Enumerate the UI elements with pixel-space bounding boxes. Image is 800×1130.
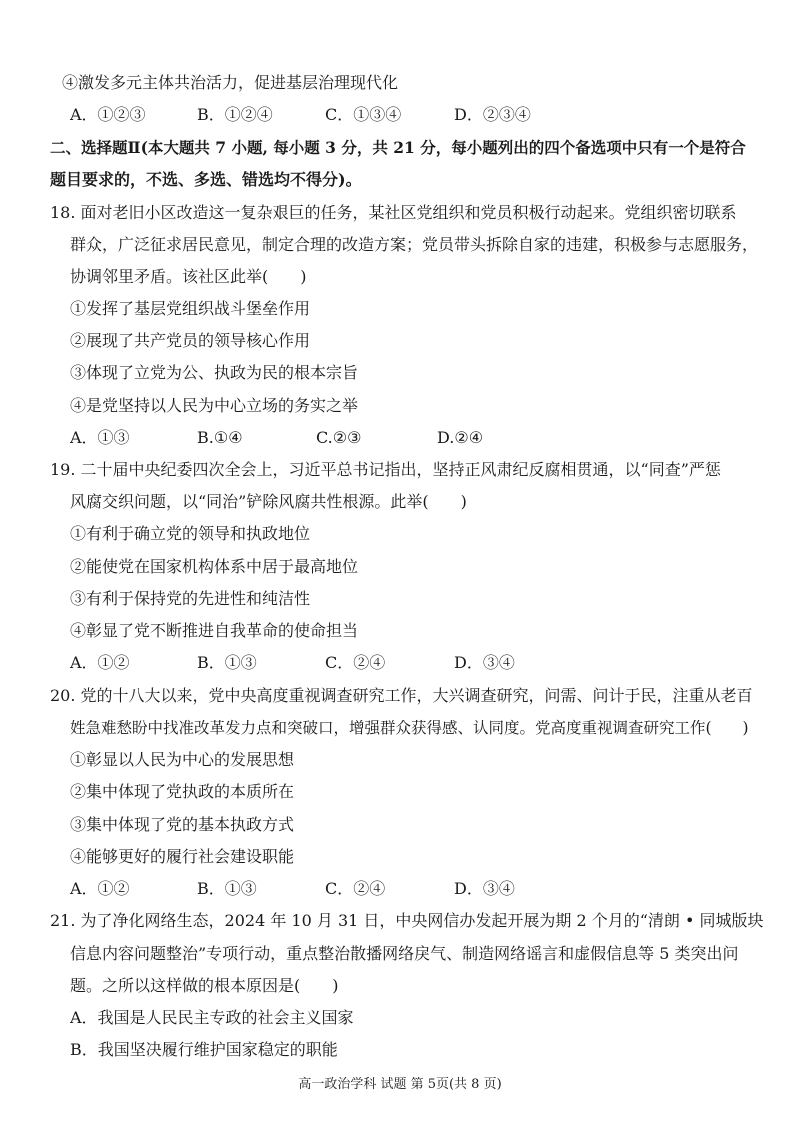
q21-option-b: B．我国坚决履行维护国家稳定的职能	[70, 1040, 338, 1059]
q18-option-c: C.②③	[316, 428, 362, 447]
q18-item-3: ③体现了立党为公、执政为民的根本宗旨	[70, 363, 359, 382]
q19-stem-line-1: 19. 二十届中央纪委四次全会上，习近平总书记指出，坚持正风肃纪反腐相贯通，以“同查”严惩	[50, 460, 721, 479]
q21-stem-line-2: 信息内容问题整治”专项行动，重点整治散播网络戾气、制造网络谣言和虚假信息等 5 类突出问	[70, 944, 739, 963]
q19-option-b: B．①③	[197, 653, 257, 672]
q18-option-b: B.①④	[197, 428, 243, 447]
q18-option-d: D.②④	[437, 428, 484, 447]
q19-stem-line-2: 风腐交织问题，以“同治”铲除风腐共性根源。此举( )	[70, 492, 467, 511]
q18-stem-line-3: 协调邻里矛盾。该社区此举( )	[70, 267, 307, 286]
q17-option-a: A．①②③	[70, 105, 146, 124]
q20-stem-line-2: 姓急难愁盼中找准改革发力点和突破口，增强群众获得感、认同度。党高度重视调查研究工作( )	[70, 719, 749, 737]
page-footer: 高一政治学科 试题 第 5页(共 8 页)	[298, 1077, 502, 1092]
q20-stem-line-1: 20. 党的十八大以来，党中央高度重视调查研究工作，大兴调查研究，问需、问计于民，注重从老百	[50, 686, 753, 705]
q20-option-a: A．①②	[70, 879, 130, 898]
q18-item-4: ④是党坚持以人民为中心立场的务实之举	[70, 396, 359, 415]
q17-item-4: ④激发多元主体共治活力，促进基层治理现代化	[62, 73, 399, 92]
q17-option-c: C．①③④	[325, 105, 402, 124]
q21-option-a: A．我国是人民民主专政的社会主义国家	[70, 1008, 354, 1027]
q21-stem-line-1: 21. 为了净化网络生态，2024 年 10 月 31 日，中央网信办发起开展为期 2 个月的“清朗 • 同城版块	[50, 911, 764, 930]
q18-option-a: A．①③	[70, 428, 130, 447]
q20-item-1: ①彰显以人民为中心的发展思想	[70, 750, 295, 769]
q20-item-3: ③集中体现了党的基本执政方式	[70, 815, 295, 834]
q21-stem-line-3: 题。之所以这样做的根本原因是( )	[70, 976, 339, 995]
q18-item-2: ②展现了共产党员的领导核心作用	[70, 331, 311, 350]
q20-option-b: B．①③	[197, 879, 257, 898]
q19-item-4: ④彰显了党不断推进自我革命的使命担当	[70, 621, 359, 640]
q18-stem-line-2: 群众，广泛征求居民意见，制定合理的改造方案；党员带头拆除自家的违建，积极参与志愿服务，	[70, 235, 759, 254]
q17-option-b: B．①②④	[197, 105, 273, 124]
q17-option-d: D．②③④	[454, 105, 531, 124]
section-2-heading-line-2: 题目要求的，不选、多选、错选均不得分)。	[50, 170, 362, 189]
q20-item-2: ②集中体现了党执政的本质所在	[70, 782, 295, 801]
section-2-heading-line-1: 二、选择题Ⅱ(本大题共 7 小题, 每小题 3 分，共 21 分，每小题列出的四个备选项中只有一个是符合	[50, 138, 746, 157]
q20-option-c: C．②④	[325, 879, 386, 898]
q19-option-a: A．①②	[70, 653, 130, 672]
q18-item-1: ①发挥了基层党组织战斗堡垒作用	[70, 299, 311, 318]
q19-option-c: C．②④	[325, 653, 386, 672]
q19-item-1: ①有利于确立党的领导和执政地位	[70, 524, 311, 543]
q19-item-2: ②能使党在国家机构体系中居于最高地位	[70, 557, 359, 576]
q18-stem-line-1: 18. 面对老旧小区改造这一复杂艰巨的任务，某社区党组织和党员积极行动起来。党组织密切联系	[50, 203, 737, 222]
q20-option-d: D．③④	[454, 879, 515, 898]
q19-item-3: ③有利于保持党的先进性和纯洁性	[70, 589, 311, 608]
q20-item-4: ④能够更好的履行社会建设职能	[70, 847, 295, 866]
q19-option-d: D．③④	[454, 653, 515, 672]
